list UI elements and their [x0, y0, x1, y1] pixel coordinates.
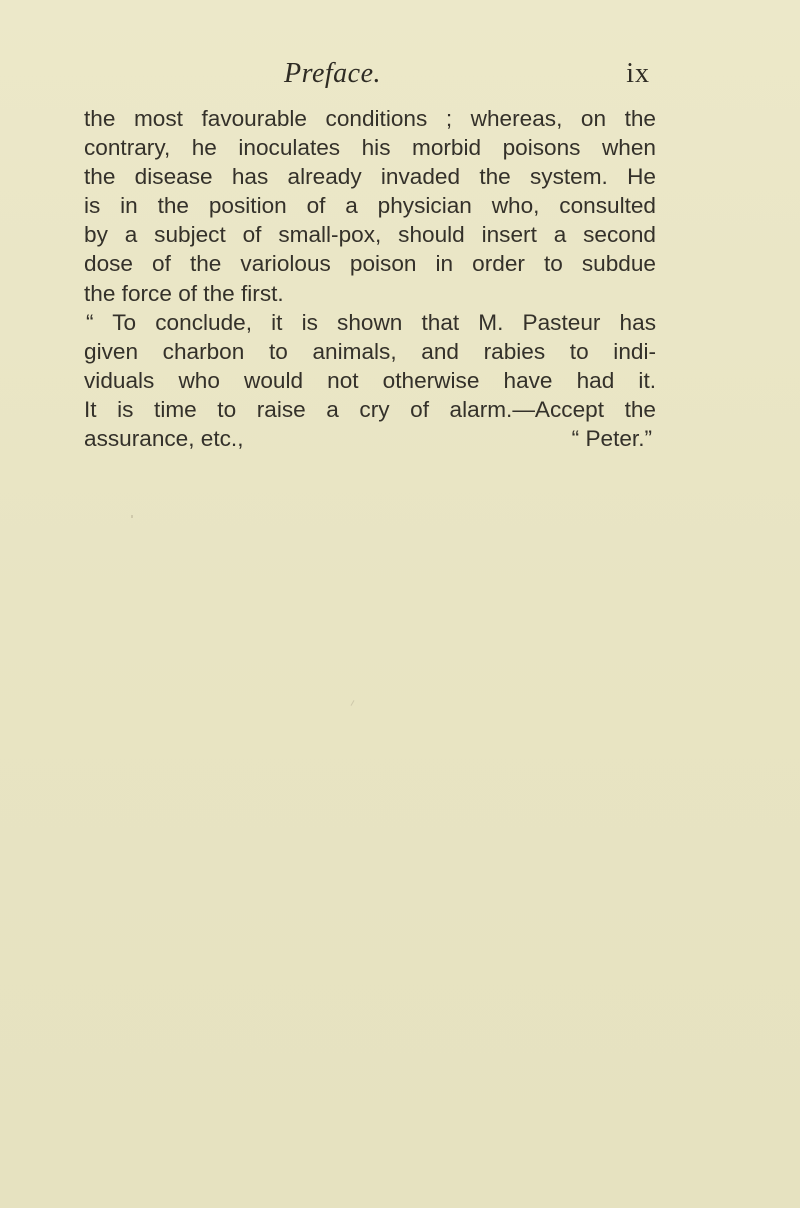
text-line: viduals who would not otherwise have had it. [84, 367, 656, 393]
signature: “ Peter.” [571, 426, 652, 452]
text-line: given charbon to animals, and rabies to indi- [84, 338, 656, 364]
text-line: contrary, he inoculates his morbid poisons when [84, 135, 656, 161]
text-line: the force of the first. [84, 280, 284, 306]
paper-fleck [351, 700, 355, 706]
body-text [84, 104, 656, 453]
text-line: by a subject of small-pox, should insert a second [84, 222, 656, 248]
text-line: is in the position of a physician who, consulted [84, 193, 656, 219]
paper-fleck [131, 515, 133, 518]
text-line: the most favourable conditions ; whereas, on the [84, 106, 656, 131]
text-line: It is time to raise a cry of alarm.—Accept the [84, 396, 656, 422]
page-header-title: Preface. [284, 58, 382, 89]
closing-text: assurance, etc., [84, 426, 244, 452]
closing-line [84, 424, 656, 453]
text-line: the disease has already invaded the system. He [84, 164, 656, 190]
text-line: dose of the variolous poison in order to subdue [84, 251, 656, 277]
running-head [84, 58, 656, 92]
text-line: “ To conclude, it is shown that M. Pasteur has [86, 309, 656, 335]
page-number: ix [626, 58, 650, 89]
